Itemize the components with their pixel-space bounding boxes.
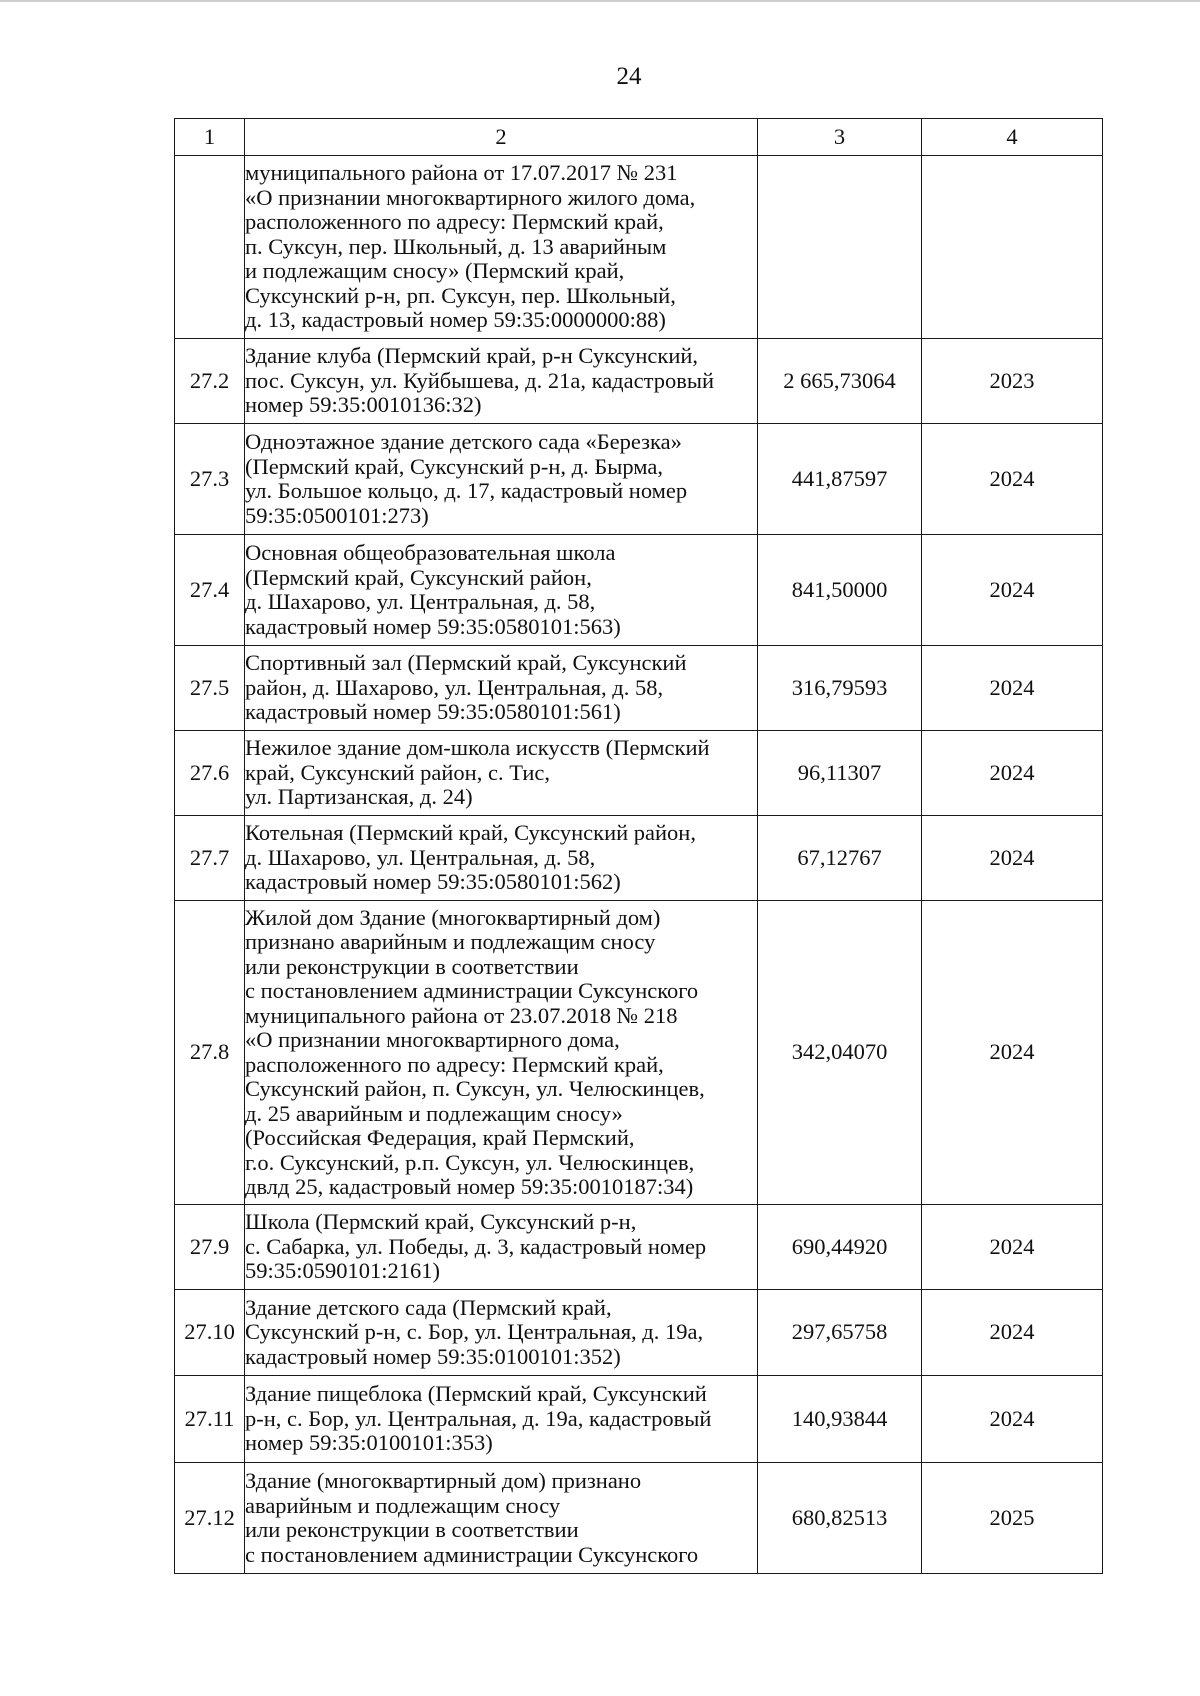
description-line: п. Суксун, пер. Школьный, д. 13 аварийным xyxy=(245,233,667,259)
row-description xyxy=(245,1205,758,1290)
description-line: г.о. Суксунский, р.п. Суксун, ул. Челюскинцев, xyxy=(245,1149,695,1175)
row-year: 2023 xyxy=(922,339,1103,424)
description-line: кадастровый номер 59:35:0580101:563) xyxy=(245,613,621,639)
description-line: двлд 25, кадастровый номер 59:35:0010187:34) xyxy=(245,1174,694,1199)
table-row xyxy=(175,1290,1103,1376)
description-line: Здание пищеблока (Пермский край, Суксунский xyxy=(245,1381,707,1407)
row-value: 96,11307 xyxy=(758,731,922,816)
row-year: 2024 xyxy=(922,424,1103,535)
description-line: д. Шахарово, ул. Центральная, д. 58, xyxy=(245,844,596,870)
table-row xyxy=(175,901,1103,1205)
table-row xyxy=(175,424,1103,535)
row-value: 140,93844 xyxy=(758,1376,922,1463)
description-line: район, д. Шахарово, ул. Центральная, д. 58, xyxy=(245,674,664,700)
description-line: признано аварийным и подлежащим сносу xyxy=(245,929,656,954)
row-description xyxy=(245,1376,758,1463)
row-value xyxy=(758,156,922,339)
row-value: 67,12767 xyxy=(758,816,922,901)
row-number: 27.3 xyxy=(175,424,245,535)
header-cell-1: 1 xyxy=(175,119,245,156)
description-line: пос. Суксун, ул. Куйбышева, д. 21а, кадастровый xyxy=(245,367,714,393)
row-value: 680,82513 xyxy=(758,1463,922,1574)
row-year xyxy=(922,156,1103,339)
row-year: 2024 xyxy=(922,901,1103,1205)
description-line: Здание (многоквартирный дом) признано xyxy=(245,1468,642,1493)
row-value: 316,79593 xyxy=(758,646,922,731)
page-top-edge xyxy=(0,0,1200,2)
description-line: Здание клуба (Пермский край, р-н Суксунский, xyxy=(245,343,699,369)
description-line: номер 59:35:0100101:353) xyxy=(245,1430,493,1456)
table-row xyxy=(175,339,1103,424)
description-line: 59:35:0500101:273) xyxy=(245,502,429,528)
description-line: Суксунский район, п. Суксун, ул. Челюскинцев, xyxy=(245,1076,705,1101)
description-line: муниципального района от 17.07.2017 № 231 xyxy=(245,160,678,186)
row-value: 690,44920 xyxy=(758,1205,922,1290)
row-description xyxy=(245,1290,758,1376)
row-year: 2024 xyxy=(922,816,1103,901)
header-cell-2: 2 xyxy=(245,119,758,156)
row-description xyxy=(245,816,758,901)
row-value: 441,87597 xyxy=(758,424,922,535)
row-value: 342,04070 xyxy=(758,901,922,1205)
description-line: д. 25 аварийным и подлежащим сносу» xyxy=(245,1100,623,1126)
row-number: 27.7 xyxy=(175,816,245,901)
row-year: 2024 xyxy=(922,535,1103,646)
description-line: номер 59:35:0010136:32) xyxy=(245,392,482,418)
description-line: Суксунский р-н, рп. Суксун, пер. Школьный, xyxy=(245,282,676,308)
property-table xyxy=(174,118,1103,1574)
row-description xyxy=(245,646,758,731)
row-number: 27.12 xyxy=(175,1463,245,1574)
page-number: 24 xyxy=(616,63,642,90)
row-value: 2 665,73064 xyxy=(758,339,922,424)
description-line: ул. Большое кольцо, д. 17, кадастровый номер xyxy=(245,478,688,503)
row-year: 2024 xyxy=(922,1376,1103,1463)
description-line: с постановлением администрации Суксунского xyxy=(245,1541,699,1567)
description-line: д. 13, кадастровый номер 59:35:0000000:88) xyxy=(245,307,666,333)
description-line: Жилой дом Здание (многоквартирный дом) xyxy=(245,904,661,930)
table-header-row xyxy=(175,119,1103,156)
description-line: 59:35:0590101:2161) xyxy=(245,1258,440,1284)
description-line: с постановлением администрации Суксунского xyxy=(245,978,699,1003)
row-year: 2024 xyxy=(922,646,1103,731)
row-number: 27.9 xyxy=(175,1205,245,1290)
row-number: 27.5 xyxy=(175,646,245,731)
description-line: край, Суксунский район, с. Тис, xyxy=(245,759,551,785)
description-line: расположенного по адресу: Пермский край, xyxy=(245,1051,664,1077)
description-line: кадастровый номер 59:35:0100101:352) xyxy=(245,1343,621,1369)
description-line: и подлежащим сносу» (Пермский край, xyxy=(245,258,625,284)
row-year: 2025 xyxy=(922,1463,1103,1574)
description-line: аварийным и подлежащим сносу xyxy=(245,1492,561,1518)
row-description xyxy=(245,424,758,535)
table-row xyxy=(175,1376,1103,1463)
description-line: муниципального района от 23.07.2018 № 218 xyxy=(245,1002,678,1028)
description-line: кадастровый номер 59:35:0580101:561) xyxy=(245,699,621,725)
description-line: Здание детского сада (Пермский край, xyxy=(245,1294,612,1320)
description-line: расположенного по адресу: Пермский край, xyxy=(245,209,664,235)
row-description xyxy=(245,731,758,816)
description-line: или реконструкции в соответствии xyxy=(245,1517,579,1542)
row-number: 27.6 xyxy=(175,731,245,816)
description-line: Школа (Пермский край, Суксунский р-н, xyxy=(245,1209,637,1235)
description-line: Нежилое здание дом-школа искусств (Пермский xyxy=(245,735,710,761)
description-line: (Пермский край, Суксунский р-н, д. Бырма, xyxy=(245,453,664,479)
description-line: (Пермский край, Суксунский район, xyxy=(245,564,592,590)
table-row xyxy=(175,1463,1103,1574)
row-year: 2024 xyxy=(922,731,1103,816)
row-year: 2024 xyxy=(922,1205,1103,1290)
table-row xyxy=(175,156,1103,339)
row-number: 27.10 xyxy=(175,1290,245,1376)
description-line: Суксунский р-н, с. Бор, ул. Центральная, д. 19а, xyxy=(245,1319,704,1345)
row-number: 27.4 xyxy=(175,535,245,646)
row-description xyxy=(245,535,758,646)
header-cell-4: 4 xyxy=(922,119,1103,156)
row-number: 27.8 xyxy=(175,901,245,1205)
description-line: Спортивный зал (Пермский край, Суксунский xyxy=(245,650,687,676)
row-description xyxy=(245,156,758,339)
row-number: 27.2 xyxy=(175,339,245,424)
row-description xyxy=(245,1463,758,1574)
description-line: (Российская Федерация, край Пермский, xyxy=(245,1125,635,1150)
description-line: Основная общеобразовательная школа xyxy=(245,540,616,565)
row-value: 297,65758 xyxy=(758,1290,922,1376)
description-line: Одноэтажное здание детского сада «Березка» xyxy=(245,429,682,454)
table-row xyxy=(175,1205,1103,1290)
table-row xyxy=(175,731,1103,816)
row-description xyxy=(245,901,758,1205)
description-line: д. Шахарово, ул. Центральная, д. 58, xyxy=(245,589,596,614)
table-row xyxy=(175,535,1103,646)
description-line: «О признании многоквартирного жилого дома, xyxy=(245,184,696,210)
table-row xyxy=(175,646,1103,731)
row-number xyxy=(175,156,245,339)
description-line: р-н, с. Бор, ул. Центральная, д. 19а, кадастровый xyxy=(245,1405,712,1431)
description-line: кадастровый номер 59:35:0580101:562) xyxy=(245,869,621,895)
header-cell-3: 3 xyxy=(758,119,922,156)
row-number: 27.11 xyxy=(175,1376,245,1463)
row-value: 841,50000 xyxy=(758,535,922,646)
description-line: с. Сабарка, ул. Победы, д. 3, кадастровый номер xyxy=(245,1233,707,1259)
description-line: Котельная (Пермский край, Суксунский район, xyxy=(245,820,696,846)
description-line: ул. Партизанская, д. 24) xyxy=(245,784,473,810)
row-year: 2024 xyxy=(922,1290,1103,1376)
table-row xyxy=(175,816,1103,901)
description-line: «О признании многоквартирного дома, xyxy=(245,1027,620,1052)
row-description xyxy=(245,339,758,424)
description-line: или реконструкции в соответствии xyxy=(245,953,579,979)
